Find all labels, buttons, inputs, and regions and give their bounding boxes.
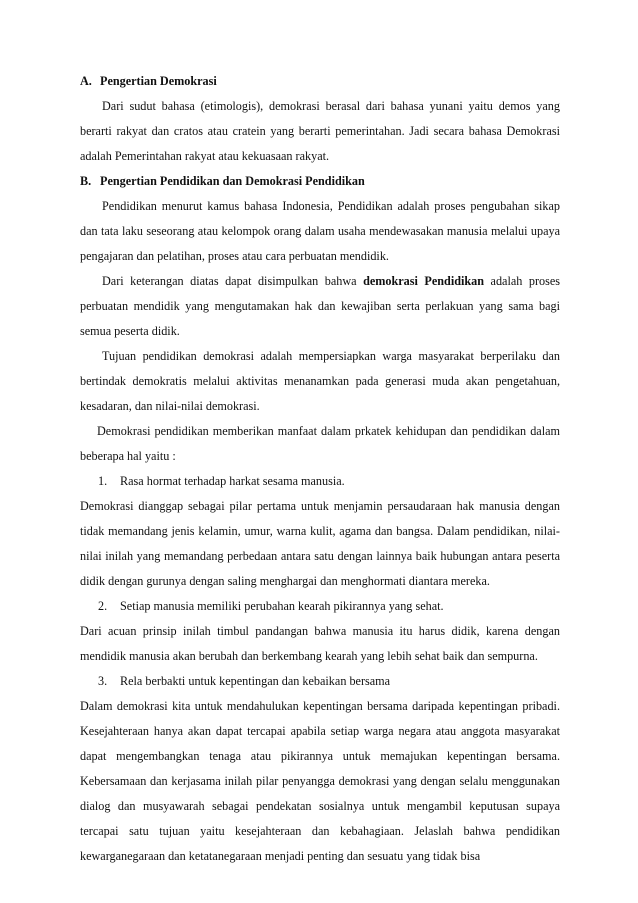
list-item-3-number: 3. <box>98 674 108 688</box>
list-item-1-text: Rasa hormat terhadap harkat sesama manusia. <box>120 474 345 488</box>
list-item-1-number: 1. <box>98 474 108 488</box>
section-b-title: Pengertian Pendidikan dan Demokrasi Pendidikan <box>100 174 365 188</box>
section-a-title: Pengertian Demokrasi <box>100 74 217 88</box>
list-item-2-body: Dari acuan prinsip inilah timbul pandangan bahwa manusia itu harus didik, karena dengan mendidik manusia akan berubah dan berkembang kearah yang lebih sehat baik dan sempurna. <box>80 624 560 663</box>
section-b-paragraph-3: Tujuan pendidikan demokrasi adalah mempersiapkan warga masyarakat berperilaku dan bertindak demokratis melalui aktivitas menanamkan pada generasi muda akan pengetahuan, kesadaran, dan nilai-nilai demokrasi. <box>80 349 560 413</box>
paragraph-2-text-after: adalah proses perbuatan mendidik yang mengutamakan hak dan kewajiban serta perlakuan yang sama bagi semua peserta didik. <box>80 274 560 338</box>
section-a-number: A. <box>80 74 92 88</box>
list-item-2-title <box>80 594 560 619</box>
list-item-3-body: Dalam demokrasi kita untuk mendahulukan kepentingan bersama daripada kepentingan pribadi. Kesejahteraan hanya akan dapat tercapai apabila setiap warga negara atau anggota masyarakat dapat mengembangkan tenaga atau pikirannya untuk memajukan kepentingan bersama. Kebersamaan dan kerjasama inilah pilar penyangga demokrasi yang dengan selalu menggunakan dialog dan musyawarah sebagai pendekatan sosialnya untuk mengambil keputusan supaya tercapai satu tujuan yaitu kesejahteraan dan kebahagiaan. Jelaslah bahwa pendidikan kewarganegaraan dan ketatanegaraan menjadi penting dan sesuatu yang tidak bisa <box>80 699 560 863</box>
list-item-3-title <box>80 669 560 694</box>
list-item-1-body: Demokrasi dianggap sebagai pilar pertama untuk menjamin persaudaraan hak manusia dengan tidak memandang jenis kelamin, umur, warna kulit, agama dan bangsa. Dalam pendidikan, nilai-nilai inilah yang memandang perbedaan antara satu dengan lainnya baik hubungan antara peserta didik dengan gurunya dengan saling menghargai dan menghormati diantara mereka. <box>80 499 560 588</box>
list-item-2-number: 2. <box>98 599 108 613</box>
paragraph-2-bold-term: demokrasi Pendidikan <box>363 274 485 288</box>
list-item-1-title <box>80 469 560 494</box>
section-b-heading <box>80 169 560 194</box>
section-b-paragraph-4: Demokrasi pendidikan memberikan manfaat dalam prkatek kehidupan dan pendidikan dalam beberapa hal yaitu : <box>80 424 560 463</box>
section-b-paragraph-2 <box>80 269 560 344</box>
section-b-number: B. <box>80 174 92 188</box>
list-item-2-text: Setiap manusia memiliki perubahan kearah pikirannya yang sehat. <box>120 599 444 613</box>
section-b-paragraph-1: Pendidikan menurut kamus bahasa Indonesia, Pendidikan adalah proses pengubahan sikap dan tata laku seseorang atau kelompok orang dalam usaha mendewasakan manusia melalui upaya pengajaran dan pelatihan, proses atau cara perbuatan mendidik. <box>80 199 560 263</box>
list-item-3-text: Rela berbakti untuk kepentingan dan kebaikan bersama <box>120 674 391 688</box>
section-a-heading <box>80 69 560 94</box>
section-a-paragraph: Dari sudut bahasa (etimologis), demokrasi berasal dari bahasa yunani yaitu demos yang berarti rakyat dan cratos atau cratein yang berarti pemerintahan. Jadi secara bahasa Demokrasi adalah Pemerintahan rakyat atau kekuasaan rakyat. <box>80 99 560 163</box>
paragraph-2-text-before: Dari keterangan diatas dapat disimpulkan bahwa <box>102 274 364 288</box>
